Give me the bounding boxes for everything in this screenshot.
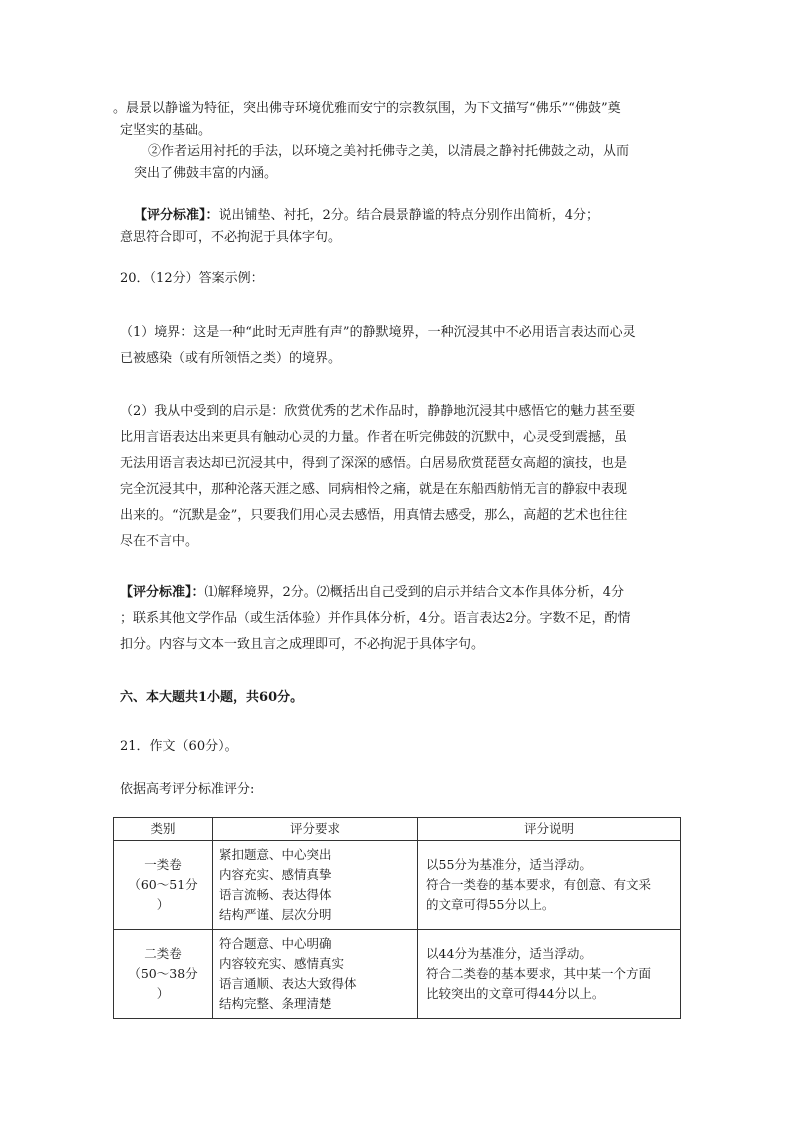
category-cell: 一类卷 （60～51分 ） bbox=[114, 841, 213, 930]
table-header-row bbox=[114, 818, 681, 841]
table-row bbox=[114, 930, 681, 1019]
q20-answer2-line-3: 无法用语言表达却已沉浸其中，得到了深深的感悟。白居易欣赏琵琶女高超的演技，也是 bbox=[120, 456, 628, 471]
header-requirements: 评分要求 bbox=[213, 818, 418, 841]
q19-line-1: 。晨景以静谧为特征，突出佛寺环境优雅而安宁的宗教氛围，为下文描写“佛乐”“佛鼓”奠 bbox=[113, 101, 621, 116]
requirements-cell: 紧扣题意、中心突出 内容充实、感情真挚 语言流畅、表达得体 结构严谨、层次分明 bbox=[213, 841, 418, 930]
q19-line-3: ②作者运用衬托的手法，以环境之美衬托佛寺之美，以清晨之静衬托佛鼓之动，从而 bbox=[148, 144, 630, 159]
q20-answer2-line-5: 出来的。“沉默是金”，只要我们用心灵去感悟，用真情去感受，那么，高超的艺术也往往 bbox=[120, 508, 628, 523]
q19-criteria-line-1 bbox=[134, 208, 599, 224]
q19-criteria-text-1: 说出铺垫、衬托，2分。结合晨景静谧的特点分别作出简析，4分； bbox=[218, 208, 600, 223]
q19-line-2: 定坚实的基础。 bbox=[120, 123, 212, 138]
q19-line-4: 突出了佛鼓丰富的内涵。 bbox=[134, 166, 278, 181]
q20-criteria-label: 【评分标准】： bbox=[120, 585, 205, 600]
q20-answer1-line-2: 已被感染（或有所领悟之类）的境界。 bbox=[120, 351, 342, 366]
category-cell: 二类卷 （50～38分 ） bbox=[114, 930, 213, 1019]
notes-cell: 以44分为基准分，适当浮动。 符合二类卷的基本要求，其中某一个方面 比较突出的文章可得44分以上。 bbox=[418, 930, 681, 1019]
q19-criteria-label: 【评分标准】： bbox=[134, 208, 219, 223]
q20-answer1-line-1: （1）境界：这是一种“此时无声胜有声”的静默境界，一种沉浸其中不必用语言表达而心灵 bbox=[120, 325, 636, 340]
scoring-table bbox=[113, 817, 681, 1019]
header-notes: 评分说明 bbox=[418, 818, 681, 841]
section-6-heading: 六、本大题共1小题，共60分。 bbox=[120, 690, 304, 705]
q20-criteria-line-3: 扣分。内容与文本一致且言之成理即可，不必拘泥于具体字句。 bbox=[120, 637, 485, 652]
q20-criteria-line-2: ；联系其他文学作品（或生活体验）并作具体分析，4分。语言表达2分。字数不足，酌情 bbox=[120, 611, 631, 626]
q20-criteria-line-1 bbox=[120, 585, 624, 601]
requirements-cell: 符合题意、中心明确 内容较充实、感情真实 语言通顺、表达大致得体 结构完整、条理清楚 bbox=[213, 930, 418, 1019]
header-category: 类别 bbox=[114, 818, 213, 841]
q20-answer2-line-1: （2）我从中受到的启示是：欣赏优秀的艺术作品时，静静地沉浸其中感悟它的魅力甚至要 bbox=[120, 404, 636, 419]
q21-title: 21．作文（60分）。 bbox=[120, 739, 238, 754]
q20-answer2-line-6: 尽在不言中。 bbox=[120, 534, 199, 549]
q19-criteria-line-2: 意思符合即可，不必拘泥于具体字句。 bbox=[120, 230, 342, 245]
notes-cell: 以55分为基准分，适当浮动。 符合一类卷的基本要求，有创意、有文采 的文章可得55分以上。 bbox=[418, 841, 681, 930]
table-row bbox=[114, 841, 681, 930]
q20-header: 20．（12分）答案示例： bbox=[120, 271, 264, 286]
grading-basis: 依据高考评分标准评分: bbox=[120, 782, 255, 797]
q20-answer2-line-2: 比用言语表达出来更具有触动心灵的力量。作者在听完佛鼓的沉默中，心灵受到震撼，虽 bbox=[120, 430, 628, 445]
q20-criteria-text-1: ⑴解释境界，2分。⑵概括出自己受到的启示并结合文本作具体分析，4分 bbox=[204, 585, 625, 600]
q20-answer2-line-4: 完全沉浸其中，那种沦落天涯之感、同病相怜之痛，就是在东船西舫悄无言的静寂中表现 bbox=[120, 482, 628, 497]
